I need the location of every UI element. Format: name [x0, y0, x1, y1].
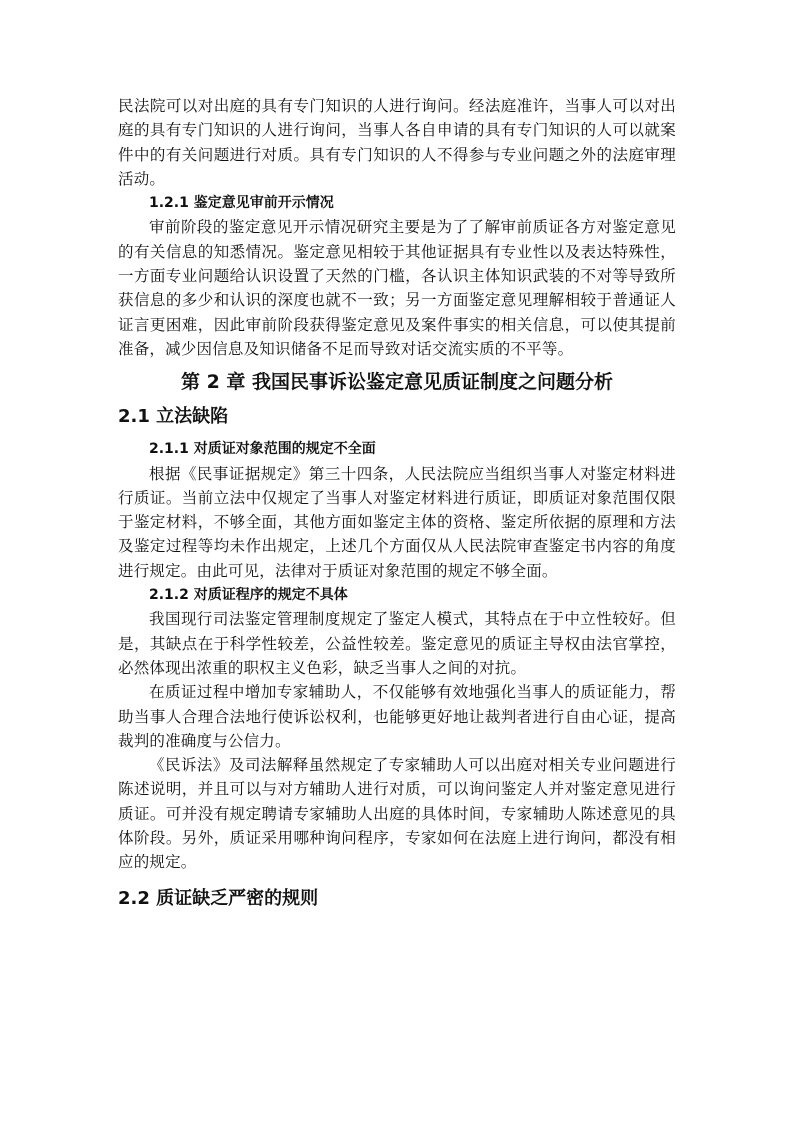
heading-2-2: 2.2 质证缺乏严密的规则 — [118, 887, 319, 909]
document-page — [118, 94, 676, 919]
paragraph-procedure-3: 《民诉法》及司法解释虽然规定了专家辅助人可以出庭对相关专业问题进行陈述说明，并且可以与对方辅助人进行对质，可以询问鉴定人并对鉴定意见进行质证。可并没有规定聘请专家辅助人出庭的具体时间，专家辅助人陈述意见的具体阶段。另外，质证采用哪种询问程序，专家如何在法庭上进行询问，都没有相应的规定。 — [118, 756, 676, 872]
paragraph-pretrial-disclosure: 审前阶段的鉴定意见开示情况研究主要是为了了解审前质证各方对鉴定意见的有关信息的知悉情况。鉴定意见相较于其他证据具有专业性以及表达特殊性，一方面专业问题给认识设置了天然的门槛，各认识主体知识武装的不对等导致所获信息的多少和认识的深度也就不一致；另一方面鉴定意见理解相较于普通证人证言更困难，因此审前阶段获得鉴定意见及案件事实的相关信息，可以使其提前准备，减少因信息及知识储备不足而导致对话交流实质的不平等。 — [118, 218, 676, 358]
paragraph-continuation: 民法院可以对出庭的具有专门知识的人进行询问。经法庭准许，当事人可以对出庭的具有专门知识的人进行询问，当事人各自申请的具有专门知识的人可以就案件中的有关问题进行对质。具有专门知识的人不得参与专业问题之外的法庭审理活动。 — [118, 97, 676, 188]
heading-2-1: 2.1 立法缺陷 — [118, 406, 229, 428]
chapter-title: 第 2 章 我国民事诉讼鉴定意见质证制度之问题分析 — [180, 371, 614, 394]
heading-2-1-1: 2.1.1 对质证对象范围的规定不全面 — [149, 441, 376, 458]
paragraph-procedure-1: 我国现行司法鉴定管理制度规定了鉴定人模式，其特点在于中立性较好。但是，其缺点在于科学性较差，公益性较差。鉴定意见的质证主导权由法官掌控，必然体现出浓重的职权主义色彩，缺乏当事人之间的对抗。 — [118, 610, 676, 677]
paragraph-scope: 根据《民事证据规定》第三十四条，人民法院应当组织当事人对鉴定材料进行质证。当前立法中仅规定了当事人对鉴定材料进行质证，即质证对象范围仅限于鉴定材料，不够全面，其他方面如鉴定主体的资格、鉴定所依据的原理和方法及鉴定过程等均未作出规定，上述几个方面仅从人民法院审查鉴定书内容的角度进行规定。由此可见，法律对于质证对象范围的规定不够全面。 — [118, 464, 676, 580]
heading-2-1-2: 2.1.2 对质证程序的规定不具体 — [149, 587, 348, 604]
paragraph-procedure-2: 在质证过程中增加专家辅助人，不仅能够有效地强化当事人的质证能力，帮助当事人合理合法地行使诉讼权利，也能够更好地让裁判者进行自由心证，提高裁判的准确度与公信力。 — [118, 683, 676, 750]
heading-1-2-1: 1.2.1 鉴定意见审前开示情况 — [149, 195, 334, 212]
